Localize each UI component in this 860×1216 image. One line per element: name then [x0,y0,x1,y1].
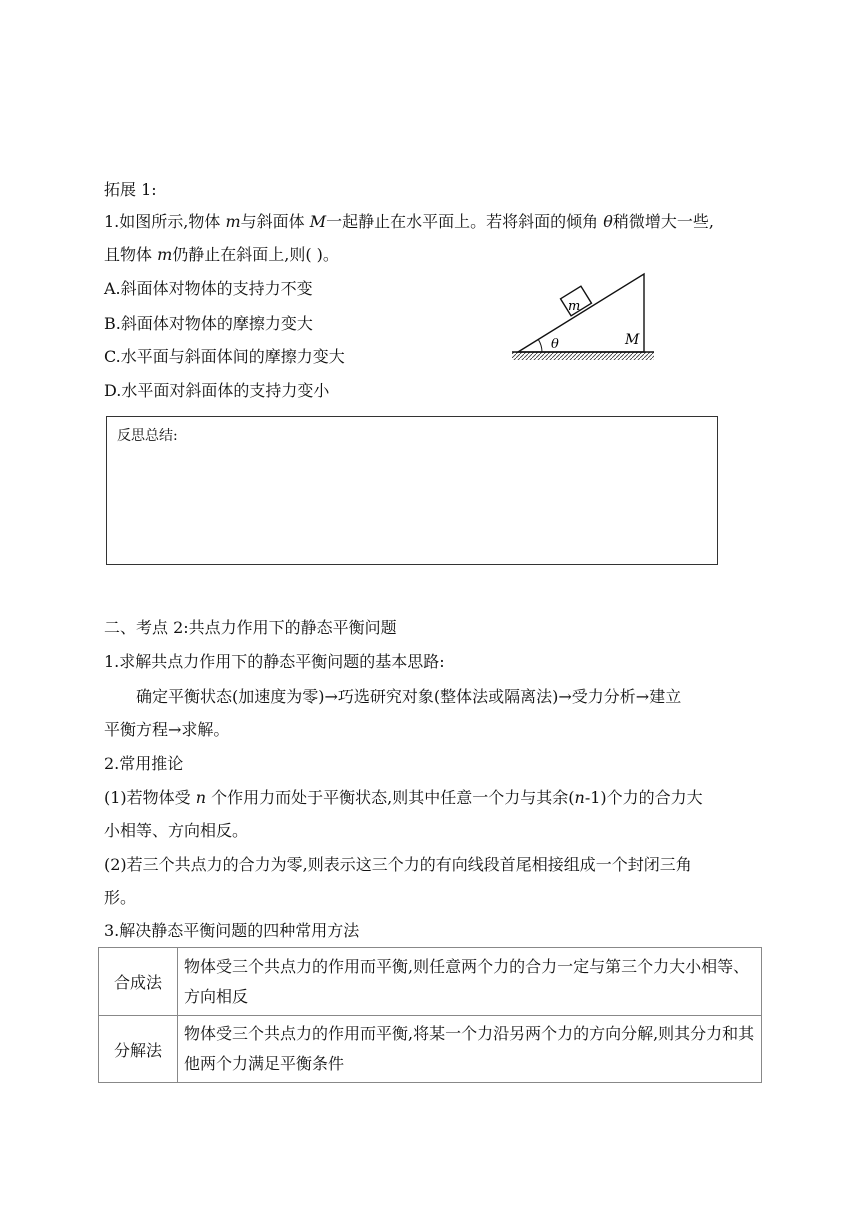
question-line-1 [104,211,714,233]
method-description: 物体受三个共点力的作用而平衡,将某一个力沿另两个力的方向分解,则其分力和其他两个力满足平衡条件 [178,1016,762,1083]
extension-heading: 拓展 1: [104,180,157,199]
question-text: 一起静止在水平面上。若将斜面的倾角 [326,212,604,231]
table-row [99,1016,762,1083]
item1-line2: 平衡方程→求解。 [104,720,230,739]
methods-table [98,947,762,1083]
inference-1-line2: 小相等、方向相反。 [104,821,249,840]
inference-1-line1 [104,787,703,809]
table-row [99,948,762,1016]
var-n: n [195,788,207,807]
method-name: 分解法 [99,1016,178,1083]
question-line-2 [104,244,339,266]
item3-title: 3.解决静态平衡问题的四种常用方法 [104,921,360,940]
method-description: 物体受三个共点力的作用而平衡,则任意两个力的合力一定与第三个力大小相等、方向相反 [178,948,762,1016]
var-M: M [309,212,327,231]
option-c: C.水平面与斜面体间的摩擦力变大 [104,347,345,366]
item1-title: 1.求解共点力作用下的静态平衡问题的基本思路: [104,652,445,671]
inference-2-line2: 形。 [104,888,137,907]
method-name: 合成法 [99,948,178,1016]
reflection-label: 反思总结: [117,428,178,444]
option-a: A.斜面体对物体的支持力不变 [104,279,313,298]
question-text: 且物体 [104,245,158,264]
inference-text: -1)个力的合力大 [584,788,703,807]
reflection-box[interactable] [106,416,718,565]
var-m: m [225,212,241,231]
inference-2-line1: (2)若三个共点力的合力为零,则表示这三个力的有向线段首尾相接组成一个封闭三角 [104,855,692,874]
label-M: M [625,332,640,348]
inference-text: (1)若物体受 [104,788,196,807]
option-d: D.水平面对斜面体的支持力变小 [104,381,330,400]
label-theta: θ [551,337,559,352]
var-theta: θ [603,212,613,231]
question-text: 与斜面体 [240,212,310,231]
section2-heading: 二、考点 2:共点力作用下的静态平衡问题 [104,618,397,637]
ground-hatch [512,352,654,360]
inference-text: 个作用力而处于平衡状态,则其中任意一个力与其余( [206,788,575,807]
question-text: 稍微增大一些, [612,212,714,231]
incline-figure [508,270,658,368]
question-text: 1.如图所示,物体 [104,212,226,231]
question-text: 仍静止在斜面上,则( )。 [172,245,339,264]
label-m: m [568,299,581,314]
var-n: n [574,788,585,807]
option-b: B.斜面体对物体的摩擦力变大 [104,314,313,333]
item1-line1: 确定平衡状态(加速度为零)→巧选研究对象(整体法或隔离法)→受力分析→建立 [136,687,682,706]
angle-arc [538,340,542,352]
var-m: m [157,245,173,264]
item2-title: 2.常用推论 [104,754,184,773]
